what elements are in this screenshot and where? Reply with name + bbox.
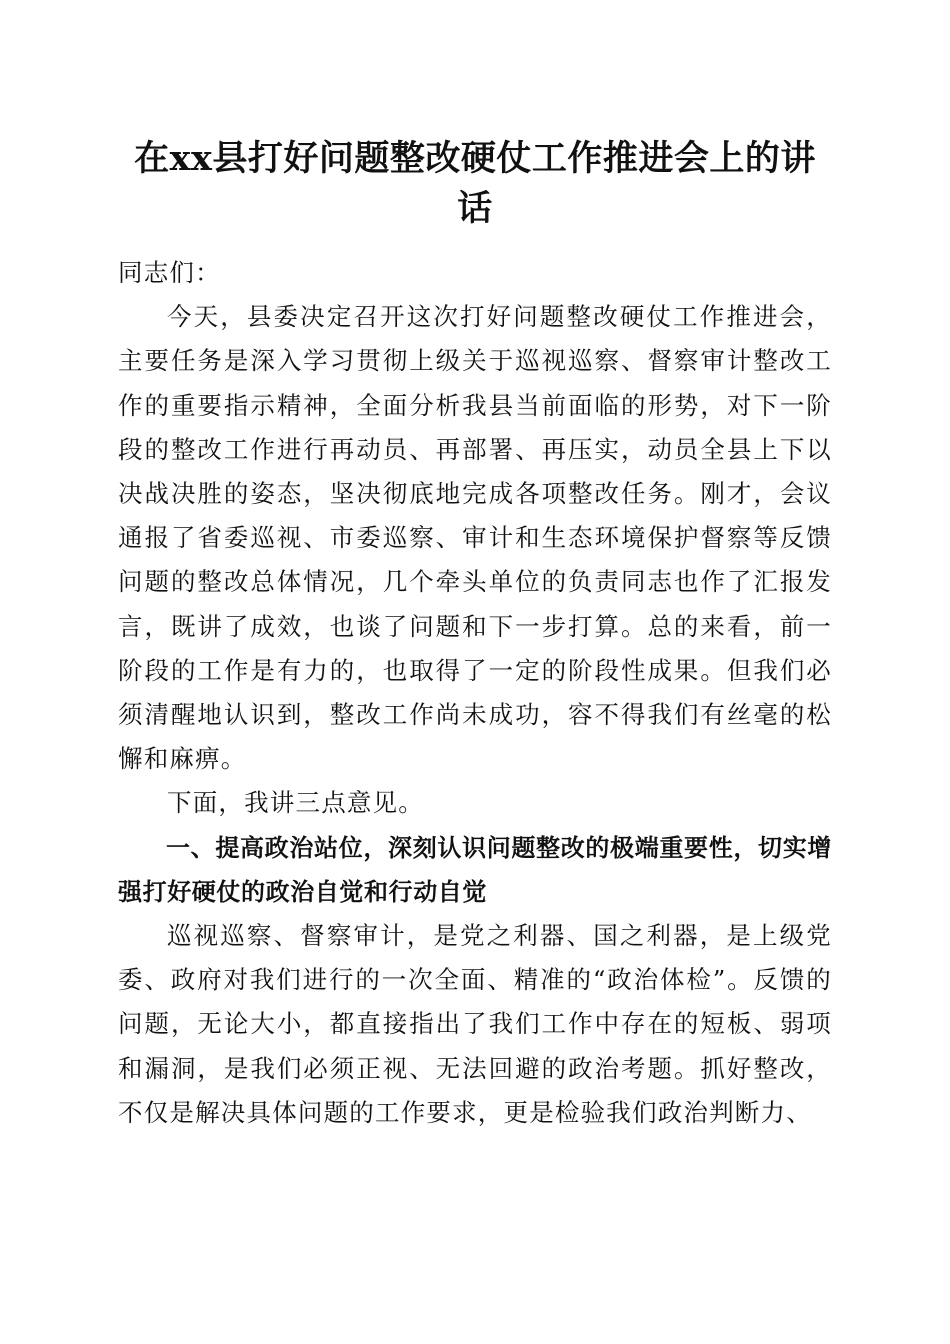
section-heading-1: 一、提高政治站位，深刻认识问题整改的极端重要性，切实增强打好硬仗的政治自觉和行动自觉 xyxy=(118,833,832,906)
section-1-paragraph: 巡视巡察、督察审计，是党之利器、国之利器，是上级党委、政府对我们进行的一次全面、精准的“政治体检”。反馈的问题，无论大小，都直接指出了我们工作中存在的短板、弱项和漏洞，是我们必须正视、无法回避的政治考题。抓好整改，不仅是解决具体问题的工作要求，更是检验我们政治判断力、 xyxy=(118,921,832,1127)
document-title: 在xx县打好问题整改硬仗工作推进会上的讲话 xyxy=(134,138,816,229)
paragraph-opening: 今天，县委决定召开这次打好问题整改硬仗工作推进会，主要任务是深入学习贯彻上级关于巡视巡察、督察审计整改工作的重要指示精神，全面分析我县当前面临的形势，对下一阶段的整改工作进行再动员、再部署、再压实，动员全县上下以决战决胜的姿态，坚决彻底地完成各项整改任务。刚才，会议通报了省委巡视、市委巡察、审计和生态环境保护督察等反馈问题的整改总体情况，几个牵头单位的负责同志也作了汇报发言，既讲了成效，也谈了问题和下一步打算。总的来看，前一阶段的工作是有力的，也取得了一定的阶段性成果。但我们必须清醒地认识到，整改工作尚未成功，容不得我们有丝毫的松懈和麻痹。 xyxy=(118,302,832,774)
salutation: 同志们： xyxy=(118,258,221,287)
document-body xyxy=(118,251,832,1135)
paragraph-transition: 下面，我讲三点意见。 xyxy=(167,788,424,818)
